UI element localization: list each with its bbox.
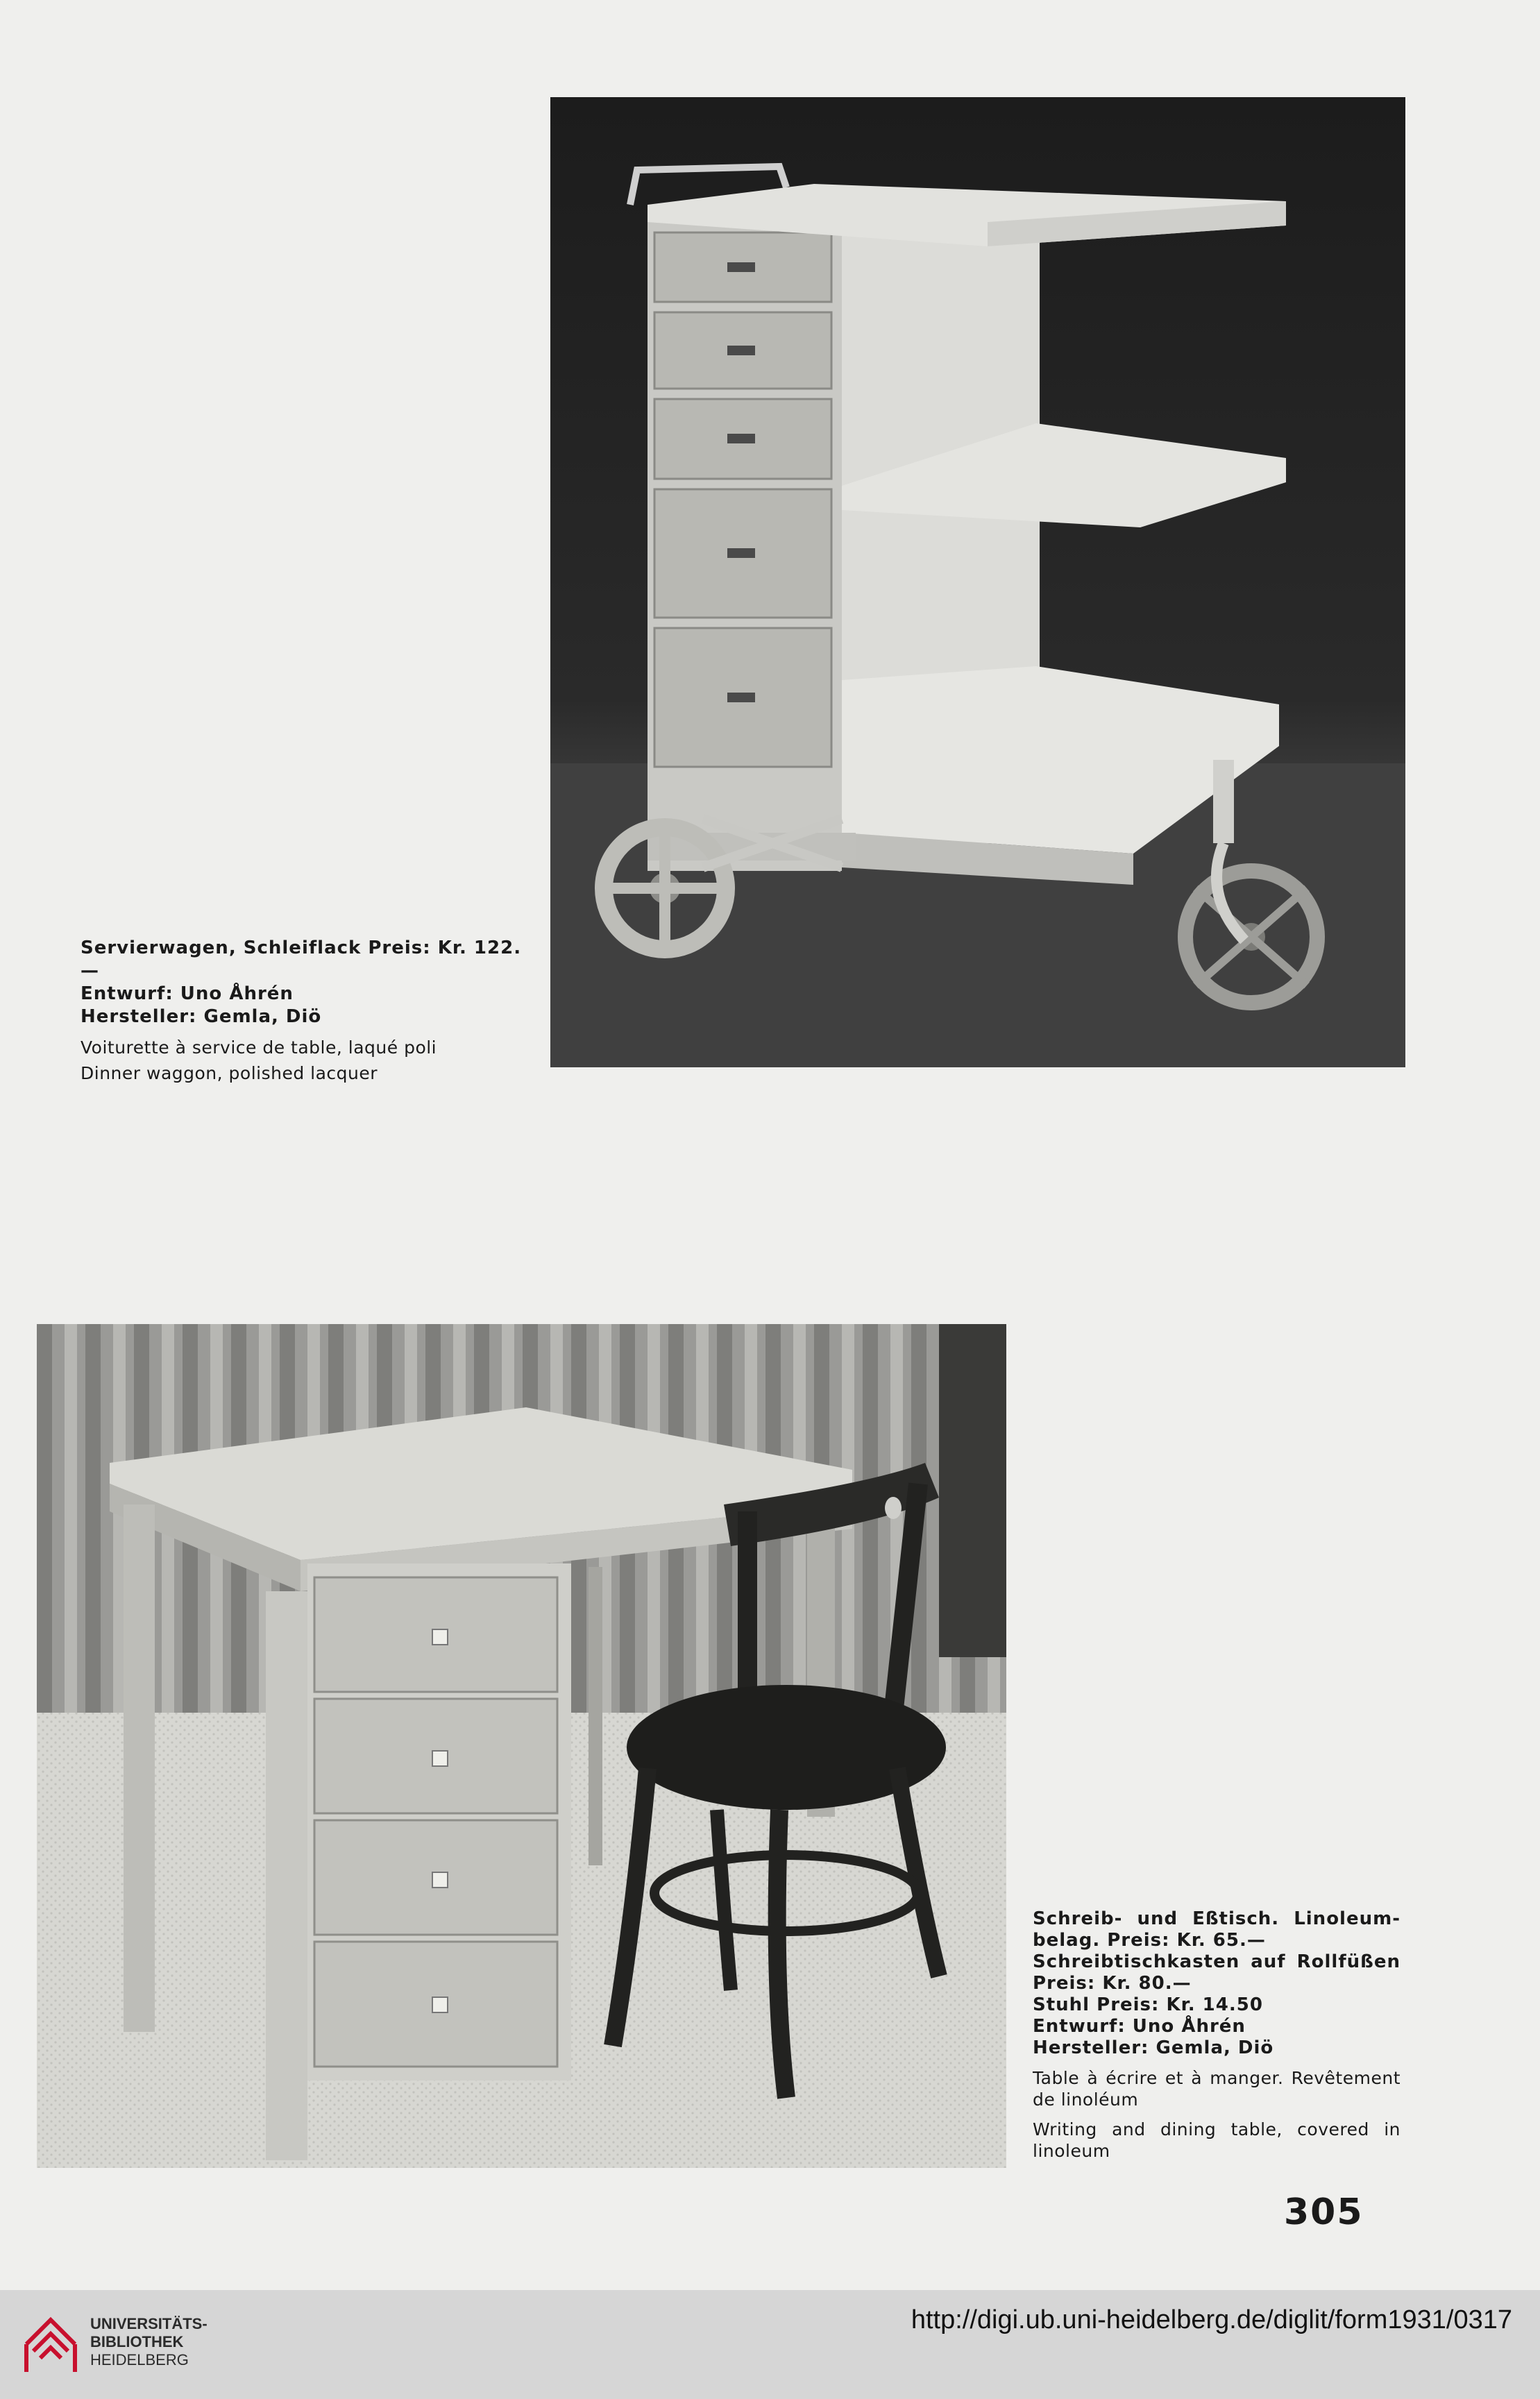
- caption-designer: Entwurf: Uno Åhrén: [81, 983, 294, 1004]
- caption-manufacturer: Hersteller: Gemla, Diö: [81, 1006, 322, 1027]
- serving-cart-caption: [81, 937, 532, 1084]
- caption-line: Stuhl Preis: Kr. 14.50: [1033, 1994, 1263, 2015]
- library-name: [90, 2315, 208, 2369]
- caption-title: Servierwagen, Schleiflack Preis: Kr. 122.—: [81, 938, 522, 981]
- desk-chair-illustration: [37, 1324, 1006, 2168]
- page-number: 305: [1284, 2192, 1364, 2233]
- caption-line: Preis: Kr. 80.—: [1033, 1973, 1192, 1994]
- caption-line: Schreib- und Eßtisch. Linoleum-: [1033, 1908, 1401, 1929]
- library-logo-icon: [19, 2303, 82, 2379]
- caption-line: belag. Preis: Kr. 65.—: [1033, 1930, 1266, 1951]
- library-name-line: UNIVERSITÄTS-: [90, 2315, 208, 2332]
- serving-cart-illustration: [550, 97, 1405, 1067]
- source-url-link[interactable]: http://digi.ub.uni-heidelberg.de/diglit/form1931/0317: [911, 2305, 1512, 2334]
- caption-designer: Entwurf: Uno Åhrén: [1033, 2016, 1246, 2037]
- caption-french: Voiturette à service de table, laqué poli: [81, 1037, 437, 1058]
- serving-cart-photo: [550, 97, 1405, 1067]
- desk-caption: [1033, 1908, 1401, 2162]
- caption-english: Writing and dining table, covered in linoleum: [1033, 2119, 1401, 2161]
- library-name-line: HEIDELBERG: [90, 2351, 189, 2368]
- caption-french: Table à écrire et à manger. Revêtement de linoléum: [1033, 2068, 1401, 2110]
- library-name-line: BIBLIOTHEK: [90, 2333, 184, 2350]
- caption-line: Schreibtischkasten auf Rollfüßen: [1033, 1951, 1401, 1972]
- desk-and-chair-photo: [37, 1324, 1006, 2168]
- caption-english: Dinner waggon, polished lacquer: [81, 1063, 378, 1083]
- caption-manufacturer: Hersteller: Gemla, Diö: [1033, 2037, 1274, 2058]
